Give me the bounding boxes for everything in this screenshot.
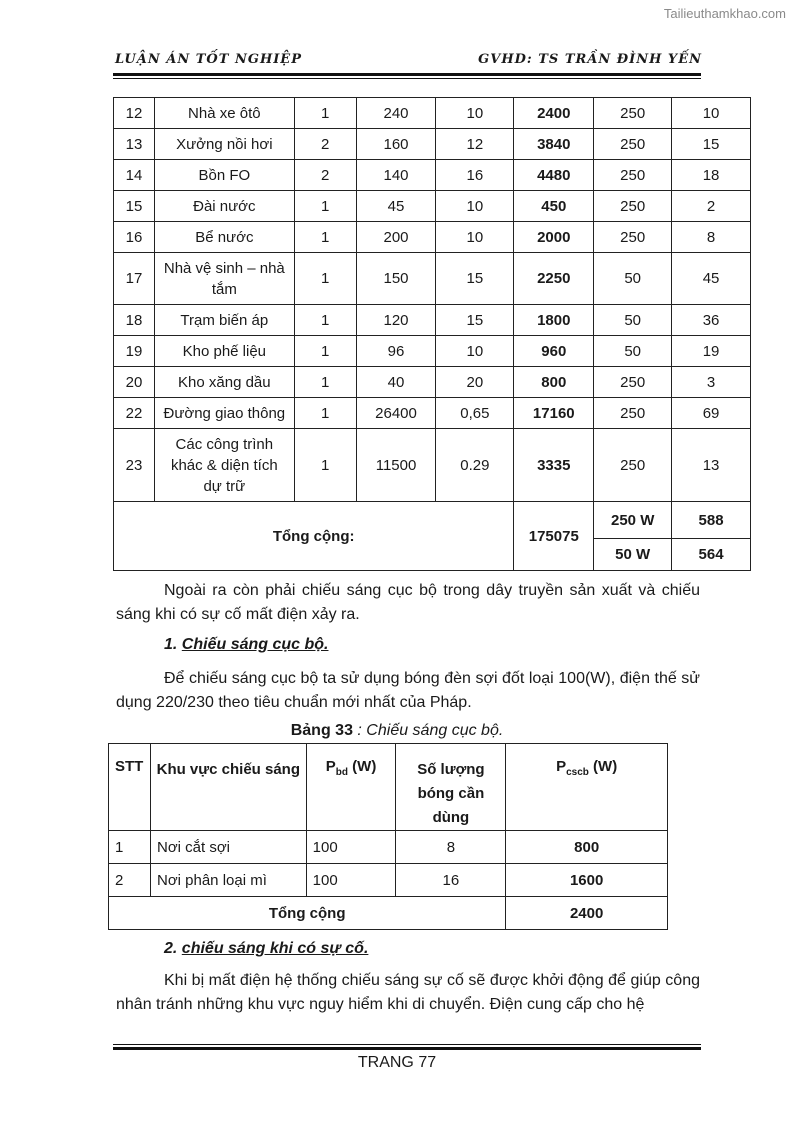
table-row [114,98,751,129]
page-number: TRANG 77 [357,1054,437,1071]
cell-w: 250 [594,191,672,222]
cell-p: 17160 [514,398,594,429]
cell-pbd: 100 [306,864,396,897]
cell-area: 140 [356,160,436,191]
table-row [114,305,751,336]
table-row [109,864,668,897]
cell-area: 160 [356,129,436,160]
cell-name: Bể nước [154,222,294,253]
cell-pcscb: 800 [506,831,668,864]
footer-divider-thick [113,1047,701,1050]
cell-stt: 20 [114,367,155,398]
cell-k: 15 [672,129,751,160]
table-header-row [109,744,668,831]
cell-w: 50 [594,336,672,367]
cell-e: 10 [436,336,514,367]
cell-area: 96 [356,336,436,367]
header-divider [113,73,701,76]
cell-pcscb: 1600 [506,864,668,897]
cell-k: 69 [672,398,751,429]
cell-w: 50 [594,305,672,336]
table-row [114,160,751,191]
cell-e: 10 [436,191,514,222]
cell-name: Kho phế liệu [154,336,294,367]
cell-count: 8 [396,831,506,864]
header-count: Số lượng bóng cần dùng [396,744,506,831]
total-label: Tổng cộng [109,897,506,930]
cell-k: 13 [672,429,751,502]
caption-text: : Chiếu sáng cục bộ. [352,722,504,739]
cell-area: 150 [356,253,436,305]
cell-k: 10 [672,98,751,129]
table-row [109,831,668,864]
total-power: 175075 [514,502,594,571]
section-title: Chiếu sáng cục bộ. [181,636,329,653]
caption-label: Bảng 33 [290,722,353,739]
cell-n: 1 [294,367,356,398]
cell-area: 240 [356,98,436,129]
cell-name: Kho xăng dầu [154,367,294,398]
cell-stt: 17 [114,253,155,305]
watermark: Tailieuthamkhao.com [663,6,786,21]
cell-stt: 19 [114,336,155,367]
cell-p: 2250 [514,253,594,305]
cell-area: 11500 [356,429,436,502]
cell-w: 250 [594,398,672,429]
cell-p: 800 [514,367,594,398]
cell-area: Nơi cắt sợi [150,831,306,864]
cell-n: 1 [294,253,356,305]
cell-stt: 23 [114,429,155,502]
cell-p: 2400 [514,98,594,129]
cell-e: 20 [436,367,514,398]
cell-p: 450 [514,191,594,222]
cell-area: Nơi phân loại mì [150,864,306,897]
cell-e: 0.29 [436,429,514,502]
cell-name: Bồn FO [154,160,294,191]
cell-name: Trạm biến áp [154,305,294,336]
cell-stt: 15 [114,191,155,222]
cell-name: Đường giao thông [154,398,294,429]
total-wattage-50: 50 W [594,539,672,571]
cell-stt: 1 [109,831,151,864]
cell-e: 15 [436,253,514,305]
cell-stt: 22 [114,398,155,429]
cell-p: 2000 [514,222,594,253]
cell-e: 16 [436,160,514,191]
cell-k: 3 [672,367,751,398]
cell-name: Xưởng nồi hơi [154,129,294,160]
cell-p: 1800 [514,305,594,336]
local-lighting-table [108,743,668,930]
cell-n: 1 [294,336,356,367]
cell-stt: 16 [114,222,155,253]
total-wattage-250: 250 W [594,502,672,539]
cell-p: 3335 [514,429,594,502]
cell-w: 250 [594,129,672,160]
header-pcscb: $P_{cscb}$ (W) [506,744,668,831]
cell-name: Nhà xe ôtô [154,98,294,129]
paragraph-local-lighting: Để chiếu sáng cục bộ ta sử dụng bóng đèn sợi đốt loại 100(W), điện thế sử dụng 220/230 theo tiêu chuẩn mới nhất của Pháp. [116,670,700,711]
table-row [114,367,751,398]
table-row [114,336,751,367]
section-number: 2. [164,940,178,957]
header-area: Khu vực chiếu sáng [150,744,306,831]
cell-w: 250 [594,222,672,253]
section-heading-local-lighting [164,636,328,654]
total-count-250: 588 [672,502,751,539]
cell-stt: 2 [109,864,151,897]
lighting-table [113,97,751,571]
cell-k: 18 [672,160,751,191]
table-row [114,129,751,160]
section-number: 1. [164,636,178,653]
cell-pbd: 100 [306,831,396,864]
table-row [114,191,751,222]
cell-n: 2 [294,160,356,191]
cell-stt: 18 [114,305,155,336]
cell-w: 250 [594,98,672,129]
paragraph-intro: Ngoài ra còn phải chiếu sáng cục bộ trong dây truyền sản xuất và chiếu sáng khi có sự cố mất điện xảy ra. [116,582,700,623]
cell-name: Nhà vệ sinh – nhà tắm [154,253,294,305]
cell-e: 0,65 [436,398,514,429]
cell-k: 45 [672,253,751,305]
cell-p: 4480 [514,160,594,191]
cell-w: 50 [594,253,672,305]
cell-stt: 12 [114,98,155,129]
cell-n: 1 [294,222,356,253]
section-heading-emergency-lighting [164,940,368,958]
cell-k: 36 [672,305,751,336]
cell-k: 2 [672,191,751,222]
cell-w: 250 [594,367,672,398]
total-label: Tổng cộng: [114,502,514,571]
cell-e: 10 [436,222,514,253]
cell-n: 1 [294,191,356,222]
cell-n: 2 [294,129,356,160]
table-caption [0,722,794,740]
total-count-50: 564 [672,539,751,571]
cell-n: 1 [294,305,356,336]
cell-stt: 14 [114,160,155,191]
cell-k: 19 [672,336,751,367]
header-stt: STT [109,744,151,831]
cell-name: Đài nước [154,191,294,222]
cell-n: 1 [294,429,356,502]
cell-area: 40 [356,367,436,398]
cell-area: 120 [356,305,436,336]
total-value: 2400 [506,897,668,930]
cell-p: 3840 [514,129,594,160]
paragraph-emergency: Khi bị mất điện hệ thống chiếu sáng sự cố sẽ được khởi động để giúp công nhân tránh những khu vực nguy hiểm khi di chuyển. Điện cung cấp cho hệ [116,972,700,1013]
cell-area: 26400 [356,398,436,429]
cell-count: 16 [396,864,506,897]
header-pbd: $P_{bd}$ (W) [306,744,396,831]
cell-area: 200 [356,222,436,253]
section-title: chiếu sáng khi có sự cố. [181,940,369,957]
cell-k: 8 [672,222,751,253]
header-left-title: LUẬN ÁN TỐT NGHIỆP [115,52,302,67]
cell-n: 1 [294,98,356,129]
table-total-row [109,897,668,930]
cell-e: 12 [436,129,514,160]
table-row [114,398,751,429]
table-row [114,222,751,253]
footer-divider [113,1044,701,1045]
table-row [114,429,751,502]
table-row [114,253,751,305]
header-right-advisor: GVHD: TS TRẦN ĐÌNH YẾN [478,52,702,67]
cell-e: 10 [436,98,514,129]
table-total-row [114,502,751,539]
cell-p: 960 [514,336,594,367]
cell-w: 250 [594,160,672,191]
cell-e: 15 [436,305,514,336]
cell-area: 45 [356,191,436,222]
header-divider-thin [113,78,701,79]
cell-name: Các công trình khác & diện tích dự trữ [154,429,294,502]
cell-n: 1 [294,398,356,429]
cell-w: 250 [594,429,672,502]
cell-stt: 13 [114,129,155,160]
